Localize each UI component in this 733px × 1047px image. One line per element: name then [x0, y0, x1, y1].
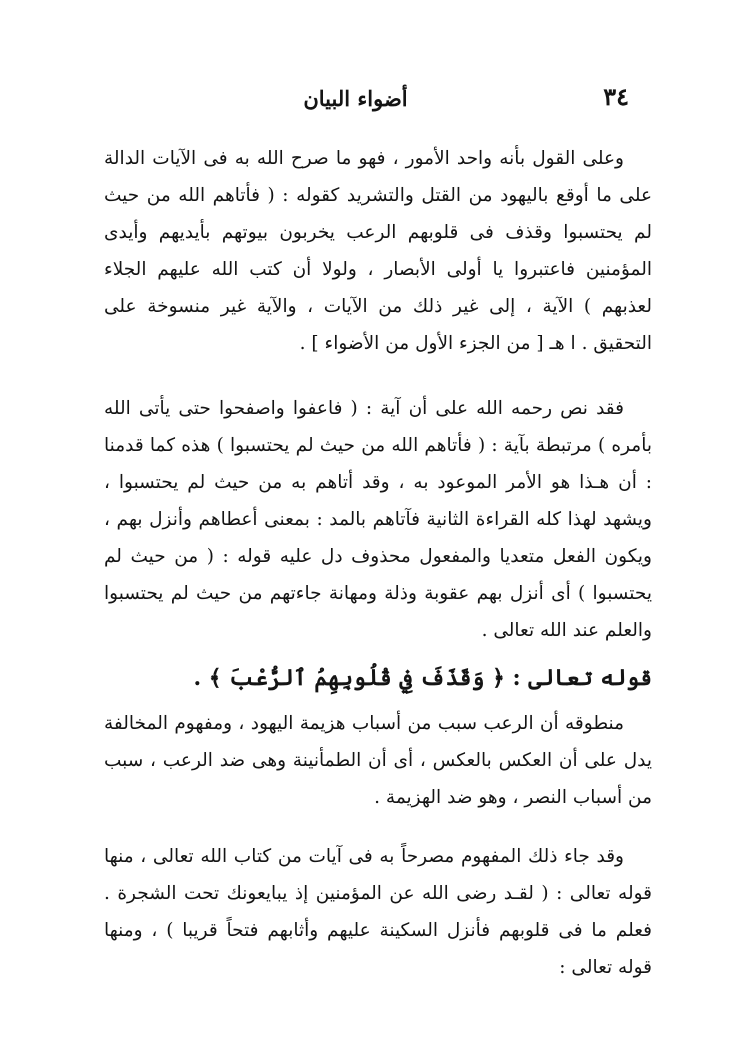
page-body [104, 140, 652, 986]
verse-heading: قوله تعالى : ﴿ وَقَذَفَ فِي قُلُوبِهِمُ ٱلرُّعْبَ ﴾ . [193, 665, 652, 691]
paragraph-1: وعلى القول بأنه واحد الأمور ، فهو ما صرح الله به فى الآيات الدالة على ما أوقع باليهود من القتل والتشريد كقوله : ( فأتاهم الله من حيث لم يحتسبوا وقذف فى قلوبهم الرعب يخربون بيوتهم بأيديهم وأيدى المؤمنين فاعتبروا يا أولى الأبصار ، ولولا أن كتب الله عليهم الجلاء لعذبهم ) الآية ، إلى غير ذلك من الآيات ، والآية غير منسوخة على التحقيق . ا هـ [ من الجزء الأول من الأضواء ] . [104, 148, 652, 354]
paragraph-gap [104, 816, 652, 838]
page-number: ٣٤ [603, 82, 629, 111]
running-title: أضواء البيان [303, 86, 408, 111]
paragraph-gap [104, 362, 652, 390]
page-header [82, 82, 629, 122]
paragraph-2: فقد نص رحمه الله على أن آية : ( فاعفوا واصفحوا حتى يأتى الله بأمره ) مرتبطة بآية : ( فأتاهم الله من حيث لم يحتسبوا ) هذه كما قدمنا : أن هـذا هو الأمر الموعود به ، وقد أتاهم به من حيث لم يحتسبوا ، ويشهد لهذا كله القراءة الثانية فآتاهم بالمد : بمعنى أعطاهم وأنزل بهم ، ويكون الفعل متعديا والمفعول محذوف دل عليه قوله : ( من حيث لم يحتسبوا ) أى أنزل بهم عقوبة وذلة ومهانة جاءتهم من حيث لم يحتسبوا والعلم عند الله تعالى . [104, 398, 652, 641]
paragraph-3: منطوقه أن الرعب سبب من أسباب هزيمة اليهود ، ومفهوم المخالفة يدل على أن العكس بالعكس ، أى أن الطمأنينة وهى ضد الرعب ، سبب من أسباب النصر ، وهو ضد الهزيمة . [104, 713, 652, 808]
paragraph-4: وقد جاء ذلك المفهوم مصرحاً به فى آيات من كتاب الله تعالى ، منها قوله تعالى : ( لقـد رضى الله عن المؤمنين إذ يبايعونك تحت الشجرة . فعلم ما فى قلوبهم فأنزل السكينة عليهم وأثابهم فتحاً قريبا ) ، ومنها قوله تعالى : [104, 846, 652, 978]
